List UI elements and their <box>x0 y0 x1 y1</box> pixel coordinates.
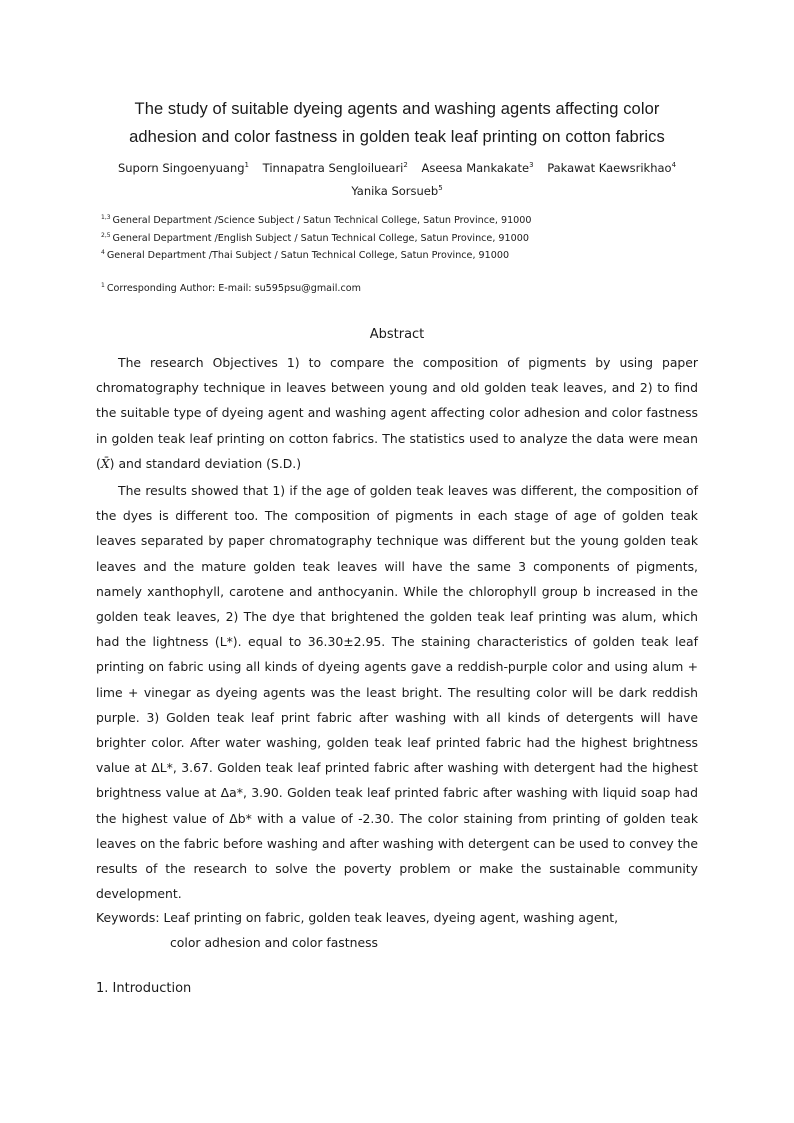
author-5: Yanika Sorsueb$^5$ <box>351 183 443 198</box>
author-3: Aseesa Mankakate$^3$ <box>421 160 534 175</box>
abstract-paragraph-1: The research Objectives 1) to compare the composition of pigments by using paper chromatography technique in leaves between young and old golden teak leaves, and 2) to find the suitable type of dyeing agent and washing agent affecting color adhesion and color fastness in golden teak leaf printing on cotton fabrics. The statistics used to analyze the data were mean (X̄) and standard deviation (S.D.) <box>96 355 698 471</box>
affiliation-1: $^{1,3}$ General Department /Science Subject / Satun Technical College, Satun Province, 91000 <box>101 214 532 227</box>
author-4: Pakawat Kaewsrikhao$^4$ <box>547 160 677 175</box>
abstract-heading: Abstract <box>369 327 425 342</box>
keywords-line-1: Leaf printing on fabric, golden teak leaves, dyeing agent, washing agent, <box>163 910 619 925</box>
corresponding-author: $^1$ Corresponding Author: E-mail: su595psu@gmail.com <box>101 282 361 295</box>
affiliation-2: $^{2,5}$ General Department /English Subject / Satun Technical College, Satun Province, 91000 <box>101 232 529 245</box>
keywords-label: Keywords: <box>96 910 160 925</box>
abstract-paragraph-2: The results showed that 1) if the age of golden teak leaves was different, the composition of the dyes is different too. The composition of pigments in each stage of age of golden teak leaves separated by paper chromatography technique was different but the young golden teak leaves and the mature golden teak leaves will have the same 3 components of pigments, namely xanthophyll, carotene and anthocyanin. While the chlorophyll group b increased in the golden teak leaves, 2) The dye that brightened the golden teak leaf printing was alum, which had the lightness (L*). equal to 36.30±2.95. The staining characteristics of golden teak leaf printing on fabric using all kinds of dyeing agents gave a reddish-purple color and using alum + lime + vinegar as dyeing agents was the least bright. The resulting color will be dark reddish purple. 3) Golden teak leaf print fabric after washing with all kinds of detergents will have brighter color. After water washing, golden teak leaf printed fabric had the highest brightness value at ΔL*, 3.67. Golden teak leaf printed fabric after washing with detergent had the highest brightness value at Δa*, 3.90. Golden teak leaf printed fabric after washing with liquid soap had the highest value of Δb* with a value of -2.30. The color staining from printing of golden teak leaves on the fabric before washing and after washing with detergent can be used to convey the results of the research to solve the poverty problem or make the sustainable community development. <box>96 483 698 902</box>
author-list <box>96 156 698 200</box>
mean-symbol: X̄ <box>100 455 110 471</box>
keywords-line-2: color adhesion and color fastness <box>170 935 379 950</box>
affiliation-3: $^4$ General Department /Thai Subject / Satun Technical College, Satun Province, 91000 <box>101 249 510 262</box>
paper-title-line-2: adhesion and color fastness in golden teak leaf printing on cotton fabrics <box>129 128 665 146</box>
author-2: Tinnapatra Sengloilueari$^2$ <box>262 160 408 175</box>
paper-title-line-1: The study of suitable dyeing agents and washing agents affecting color <box>134 100 660 118</box>
author-1: Suporn Singoenyuang$^1$ <box>117 160 250 175</box>
section-heading-introduction: 1. Introduction <box>96 981 192 996</box>
keywords <box>96 905 698 955</box>
